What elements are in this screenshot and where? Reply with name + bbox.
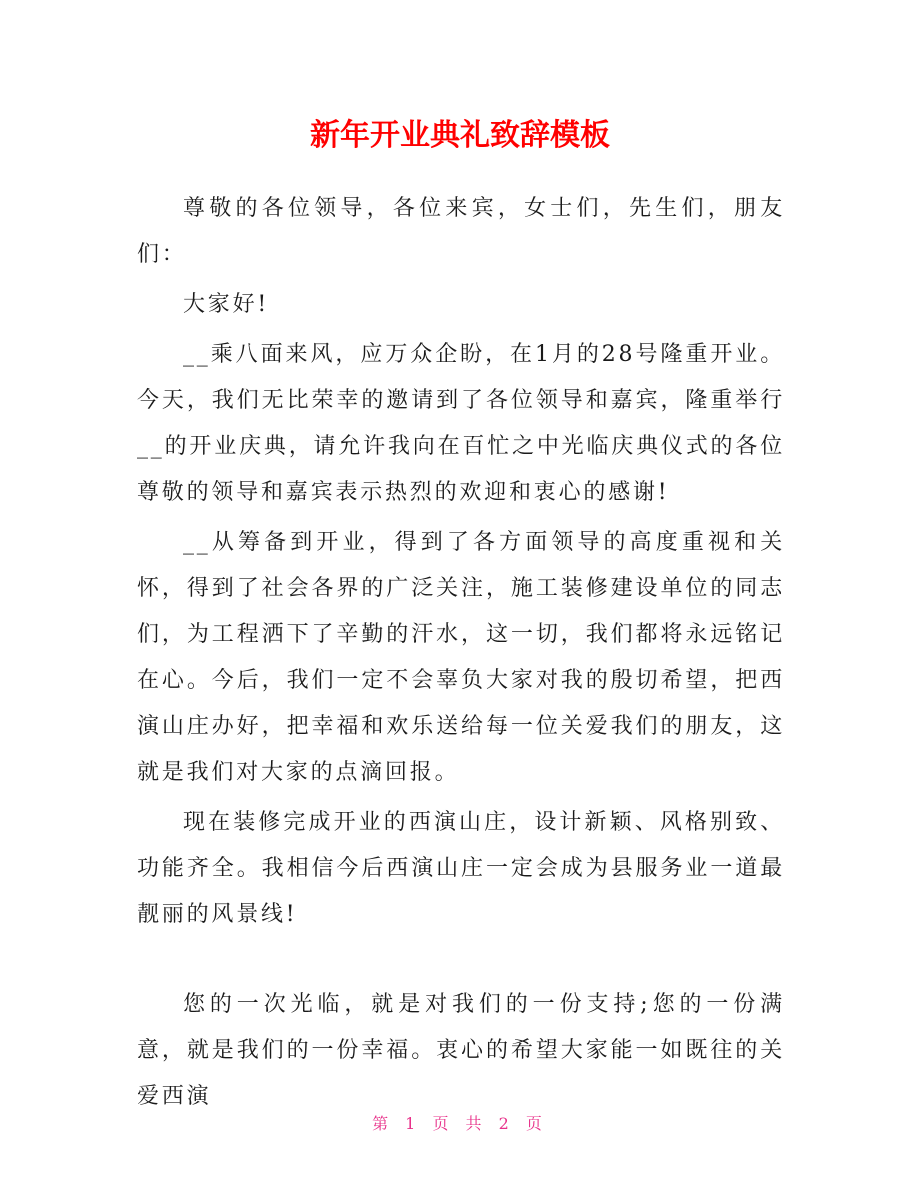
document-body	[137, 186, 785, 1120]
salutation-paragraph: 尊敬的各位领导，各位来宾，女士们，先生们，朋友们：	[137, 196, 785, 267]
introduction-paragraph: 现在装修完成开业的西演山庄，设计新颖、风格别致、功能齐全。我相信今后西演山庄一定会成为县服务业一道最靓丽的风景线!	[137, 810, 785, 927]
thanks-paragraph: __从筹备到开业，得到了各方面领导的高度重视和关怀，得到了社会各界的广泛关注，施工装修建设单位的同志们，为工程洒下了辛勤的汗水，这一切，我们都将永远铭记在心。今后，我们一定不会辜负大家对我的殷切希望，把西演山庄办好，把幸福和欢乐送给每一位关爱我们的朋友，这就是我们对大家的点滴回报。	[137, 530, 785, 785]
page-indicator: 第 1 页 共 2 页	[372, 1114, 548, 1133]
greeting-paragraph: 大家好!	[183, 292, 270, 317]
closing-paragraph: 您的一次光临，就是对我们的一份支持;您的一份满意，就是我们的一份幸福。衷心的希望大家能一如既往的关爱西演	[137, 992, 785, 1109]
document-title: 新年开业典礼致辞模板	[310, 118, 610, 153]
opening-paragraph: __乘八面来风，应万众企盼，在1月的28号隆重开业。今天，我们无比荣幸的邀请到了各位领导和嘉宾，隆重举行__的开业庆典，请允许我向在百忙之中光临庆典仪式的各位尊敬的领导和嘉宾表示热烈的欢迎和衷心的感谢!	[137, 342, 785, 505]
